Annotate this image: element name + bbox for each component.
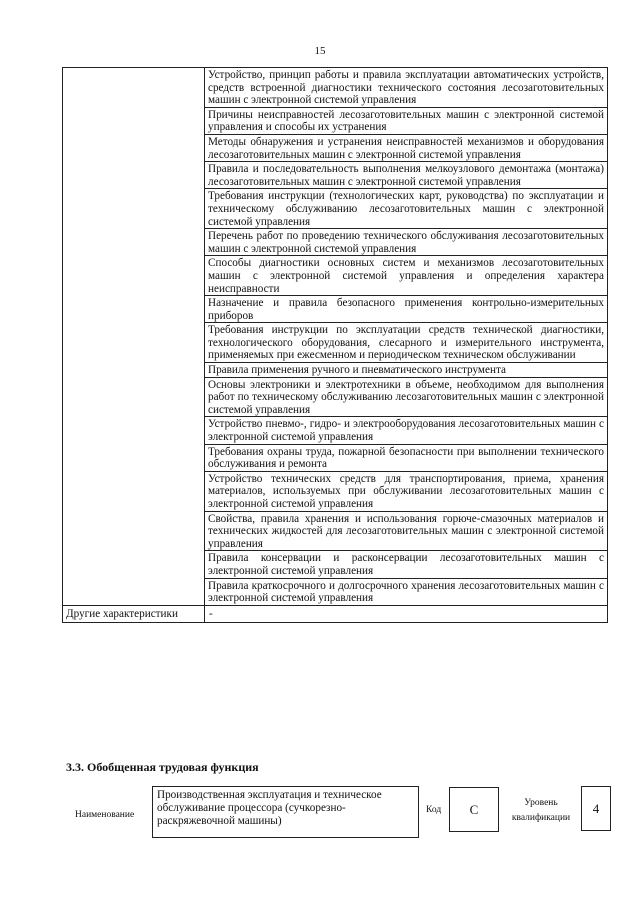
requirement-item: Причины неисправностей лесозаготовительных машин с электронной системой управления и способы их устранения — [205, 107, 608, 134]
requirement-item: Устройство технических средств для транспортирования, приема, хранения материалов, используемых при обслуживании лесозаготовительных машин с электронной системой управления — [205, 471, 608, 511]
requirement-item: Требования инструкции (технологических карт, руководства) по эксплуатации и техническому обслуживанию лесозаготовительных машин с электронной системой управления — [205, 189, 608, 229]
code-field — [449, 787, 499, 832]
requirement-item: Правила консервации и расконсервации лесозаготовительных машин с электронной системой управления — [205, 551, 608, 578]
requirement-item: Требования инструкции по эксплуатации средств технической диагностики, технологического оборудования, слесарного и измерительного инструмента, применяемых при ежесменном и периодическом техническом обслуживании — [205, 323, 608, 363]
section-title: 3.3. Обобщенная трудовая функция — [66, 760, 259, 774]
requirement-item: Правила и последовательность выполнения мелкоузлового демонтажа (монтажа) лесозаготовительных машин с электронной системой управления — [205, 162, 608, 189]
requirement-item: Устройство, принцип работы и правила эксплуатации автоматических устройств, средств встроенной диагностики технического состояния лесозаготовительных машин с электронной системой управления — [205, 68, 608, 108]
qualification-level-label: Уровень квалификации — [511, 798, 571, 823]
requirement-item: Правила краткосрочного и долгосрочного хранения лесозаготовительных машин с электронной системой управления — [205, 578, 608, 605]
requirement-item: Свойства, правила хранения и использования горюче-смазочных материалов и технических жидкостей для лесозаготовительных машин с электронной системой управления — [205, 511, 608, 551]
requirement-item: Способы диагностики основных систем и механизмов лесозаготовительных машин с электронной системой управления и определения характера неисправности — [205, 256, 608, 296]
code-label: Код — [426, 805, 442, 815]
table-row — [63, 605, 608, 623]
function-name-field: Производственная эксплуатация и техническое обслуживание процессора (сучкорезно-раскряжевочной машины) — [152, 786, 419, 838]
code-value: C — [469, 801, 479, 817]
requirement-item: Основы электроники и электротехники в объеме, необходимом для выполнения работ по техническому обслуживанию лесозаготовительных машин с электронной системой управления — [205, 377, 608, 417]
qualification-level-value: 4 — [592, 800, 600, 816]
other-characteristics-value: - — [205, 605, 608, 623]
requirement-item: Назначение и правила безопасного применения контрольно-измерительных приборов — [205, 296, 608, 323]
knowledge-requirements-table — [62, 67, 608, 623]
table-row — [63, 68, 608, 108]
qualification-level-field — [581, 786, 611, 831]
other-characteristics-label: Другие характеристики — [63, 605, 205, 623]
requirement-item: Требования охраны труда, пожарной безопасности при выполнении технического обслуживания и ремонта — [205, 444, 608, 471]
requirement-item: Перечень работ по проведению технического обслуживания лесозаготовительных машин с электронной системой управления — [205, 229, 608, 256]
requirement-item: Методы обнаружения и устранения неисправностей механизмов и оборудования лесозаготовительных машин с электронной системой управления — [205, 134, 608, 161]
requirement-item: Устройство пневмо-, гидро- и электрооборудования лесозаготовительных машин с электронной системой управления — [205, 417, 608, 444]
page-number: 15 — [314, 45, 326, 57]
requirement-item: Правила применения ручного и пневматического инструмента — [205, 363, 608, 378]
name-label: Наименование — [75, 810, 135, 820]
empty-label-cell — [63, 68, 205, 606]
